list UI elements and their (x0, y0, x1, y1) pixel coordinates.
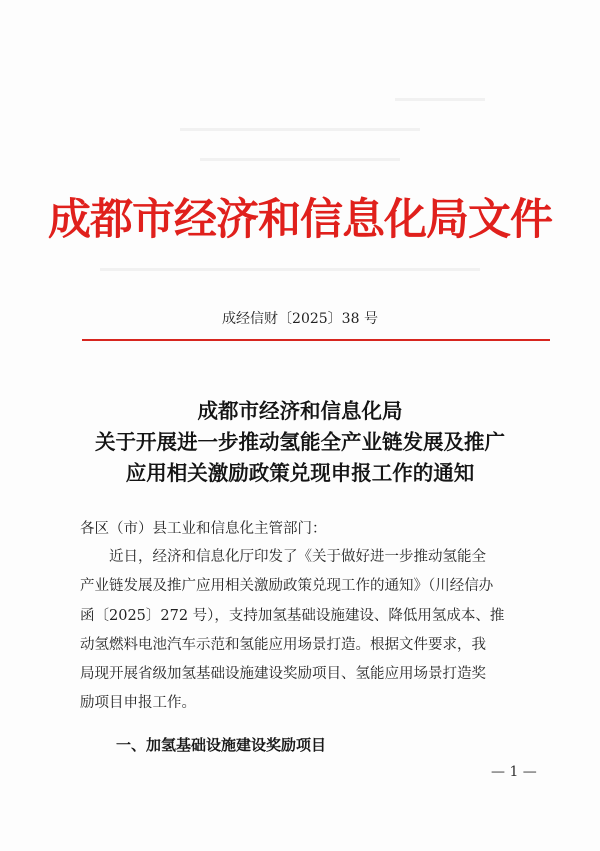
paragraph-line: 励项目申报工作。 (80, 695, 196, 712)
notice-title-line: 应用相关激励政策兑现申报工作的通知 (125, 461, 475, 485)
notice-title-line: 关于开展进一步推动氢能全产业链发展及推广 (95, 430, 505, 454)
document-number: 成经信财〔2025〕38 号 (222, 311, 378, 327)
red-divider-rule (82, 339, 550, 341)
paragraph-line: 近日，经济和信息化厅印发了《关于做好进一步推动氢能全 (109, 549, 486, 565)
bleed-through-mark (100, 268, 480, 271)
paragraph-line: 动氢燃料电池汽车示范和氢能应用场景打造。根据文件要求，我 (80, 636, 486, 653)
salutation: 各区（市）县工业和信息化主管部门： (80, 521, 327, 537)
body-paragraph (80, 543, 554, 719)
issuer-header-title: 成都市经济和信息化局文件 (48, 195, 552, 245)
paragraph-line: 函〔2025〕272 号），支持加氢基础设施建设、降低用氢成本、推 (80, 607, 505, 624)
paragraph-line: 局现开展省级加氢基础设施建设奖励项目、氢能应用场景打造奖 (80, 666, 486, 683)
paragraph-line: 产业链发展及推广应用相关激励政策兑现工作的通知》（川经信办 (80, 578, 494, 595)
bleed-through-mark (180, 128, 420, 131)
bleed-through-mark (200, 158, 400, 161)
bleed-through-mark (395, 98, 485, 101)
page-number: — 1 — (491, 764, 537, 780)
notice-title (0, 396, 600, 489)
section-heading: 一、加氢基础设施建设奖励项目 (116, 736, 327, 754)
notice-title-line: 成都市经济和信息化局 (197, 399, 403, 423)
